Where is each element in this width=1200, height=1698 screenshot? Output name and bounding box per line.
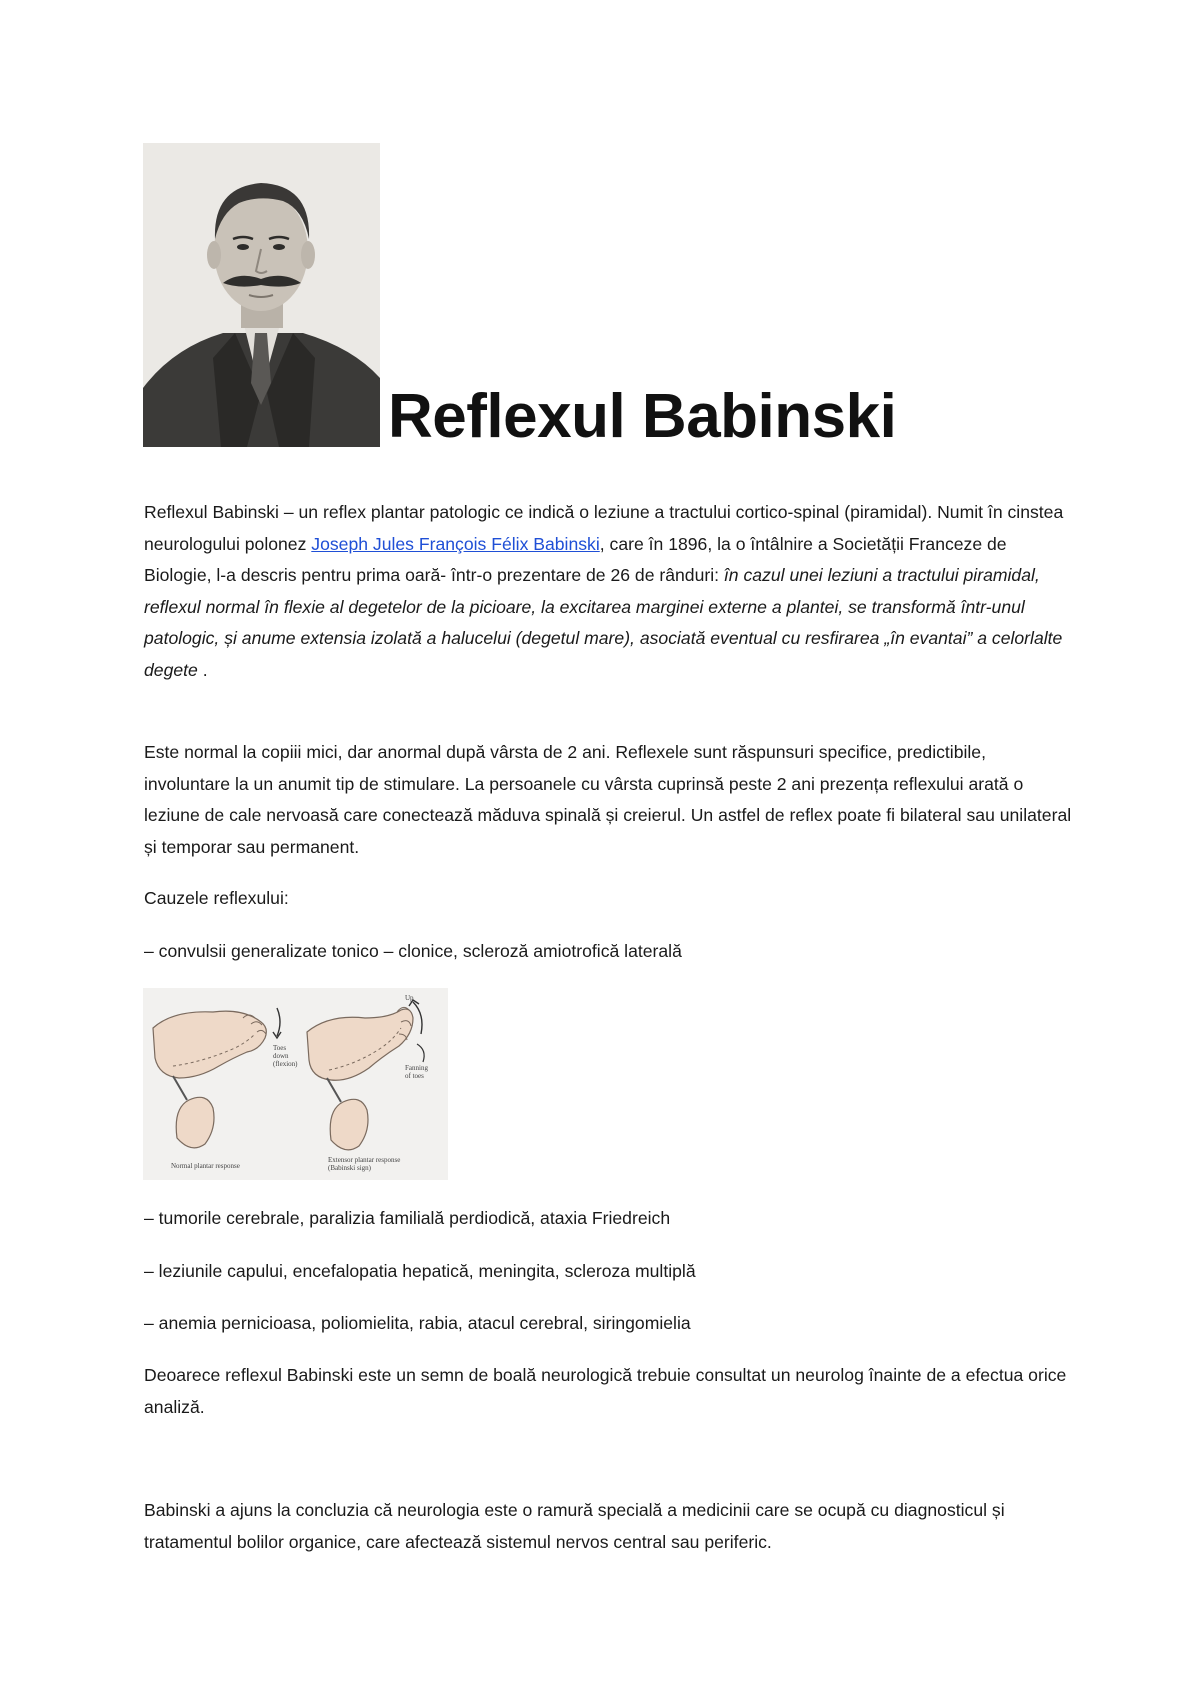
intro-tail-text: . (197, 659, 208, 680)
intro-middle-text: , care în 1896, la o întâlnire a Societății Franceze de Biologie, l-a descris pentru prima oară- într-o prezentare de 26 de rânduri: (144, 533, 1007, 585)
up-label: Up (405, 994, 414, 1002)
babinski-portrait-photo (143, 143, 380, 447)
plantar-response-figure (143, 988, 448, 1180)
intro-quote-text: în cazul unei leziuni a tractului piramidal, reflexul normal în flexie al degetelor de la picioare, la excitarea marginei externe a plantei, se transformă într-unul patologic, și anume extensia izolată a halucelui (degetul mare), asociată eventual cu resfirarea „în evantai” a celorlalte degete (144, 565, 1063, 680)
page-title: Reflexul Babinski (388, 382, 897, 451)
cause-item: – tumorile cerebrale, paralizia familială perdiodică, ataxia Friedreich (144, 1208, 671, 1228)
caption-normal: Normal plantar response (171, 1162, 240, 1170)
toes-down-label: Toes down (flexion) (273, 1044, 298, 1068)
neurology-conclusion-paragraph: Babinski a ajuns la concluzia că neurologia este o ramură specială a medicinii care se ocupă cu diagnosticul și tratamentul bolilor organice, care afectează sistemul nervos central sau periferic. (144, 1500, 1005, 1552)
consult-neurologist-paragraph: Deoarece reflexul Babinski este un semn de boală neurologică trebuie consultat un neurolog înainte de a efectua orice analiză. (144, 1365, 1067, 1417)
causes-heading: Cauzele reflexului: (144, 888, 289, 908)
intro-paragraph (144, 497, 1074, 686)
cause-item: – convulsii generalizate tonico – clonice, scleroză amiotrofică laterală (144, 941, 682, 961)
fanning-label: Fanning of toes (405, 1064, 428, 1080)
cause-item: – anemia pernicioasa, poliomielita, rabia, atacul cerebral, siringomielia (144, 1313, 691, 1333)
intro-lead-text: Reflexul Babinski – un reflex plantar patologic ce indică o leziune a tractului cortico-spinal (piramidal). Numit în cinstea neurologului polonez (144, 502, 1064, 554)
caption-babinski: Extensor plantar response (Babinski sign) (328, 1156, 401, 1172)
cause-item: – leziunile capului, encefalopatia hepatică, meningita, scleroza multiplă (144, 1261, 696, 1281)
babinski-name-link[interactable]: Joseph Jules François Félix Babinski (311, 533, 600, 554)
normal-in-children-paragraph: Este normal la copiii mici, dar anormal după vârsta de 2 ani. Reflexele sunt răspunsuri specifice, predictibile, involuntare la un anumit tip de stimulare. La persoanele cu vârsta cuprinsă peste 2 ani prezența reflexului arată o leziune de cale nervoasă care conectează măduva spinală și creierul. Un astfel de reflex poate fi bilateral sau unilateral și temporar sau permanent. (144, 742, 1072, 857)
